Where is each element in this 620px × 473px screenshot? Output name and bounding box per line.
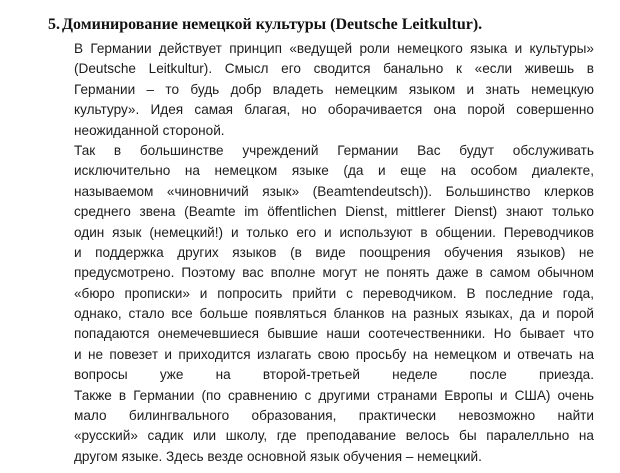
paragraph-2-line: и поддержка других языков (в виде поощрения обучения языков) не [74, 244, 594, 260]
paragraph-3-line: «русский» садик или школу, где преподавание велось бы паралелльно на [74, 428, 594, 444]
paragraph-2-line: Так в большинстве учреждений Германии Вас будут обслуживать [74, 142, 594, 158]
paragraph-2-line: «бюро прописки» и попросить прийти с переводчиком. В последние года, [74, 285, 594, 301]
paragraph-1-line: (Deutsche Leitkultur). Смысл его сводится банально к «если живешь в [74, 61, 594, 77]
paragraph-2-line: один язык (немецкий!) и только его и используют в общении. Переводчиков [74, 224, 594, 240]
paragraph-3-line: мало билингвального образования, практически невозможно найти [74, 408, 594, 424]
section-title: Доминирование немецкой культуры (Deutsche Leitkultur). [62, 16, 483, 33]
paragraph-3-line: другом языке. Здесь везде основной язык обучения – немецкий. [74, 448, 482, 464]
section-number: 5. [48, 16, 60, 33]
paragraph-2-line: и не повезет и приходится излагать свою просьбу на немецком и отвечать на [74, 346, 594, 362]
paragraph-1-line: культуру». Идея самая благая, но оборачивается она порой совершенно [74, 102, 594, 118]
paragraph-2-line: однако, стало все больше появляться бланков на разных языках, да и порой [74, 306, 594, 322]
paragraph-1-line: В Германии действует принцип «ведущей роли немецкого языка и культуры» [74, 41, 594, 56]
paragraph-2-line: попадаются онемечевшиеся бывшие наши соотечественники. Но бывает что [74, 326, 594, 342]
section-body [74, 39, 594, 467]
paragraph-1-line: Германии – то будь добр владеть немецким языком и знать немецкую [74, 81, 594, 97]
paragraph-1-line: неожиданной стороной. [74, 122, 225, 138]
paragraph-2-line: называемом «чиновничий язык» (Beamtendeutsch)). Большинство клерков [74, 183, 594, 199]
section-heading [48, 14, 482, 36]
paragraph-2-line: исключительно на немецком языке (да и еще на особом диалекте, [74, 163, 594, 179]
paragraph-2-line: предусмотрено. Поэтому вас вполне могут не понять даже в самом обычном [74, 265, 594, 281]
paragraph-2-line: вопросы уже на второй-третьей неделе после приезда. [74, 367, 594, 383]
paragraph-2-line: среднего звена (Beamte im öffentlichen Dienst, mittlerer Dienst) знают только [74, 204, 594, 220]
paragraph-3-line: Также в Германии (по сравнению с другими странами Европы и США) очень [74, 387, 594, 403]
